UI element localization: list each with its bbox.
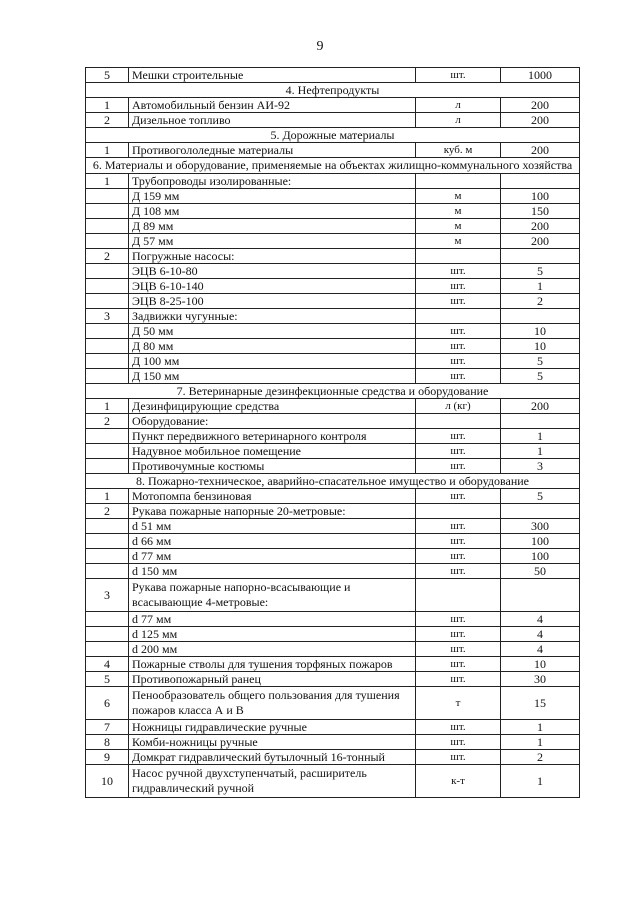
item-name: d 77 мм xyxy=(129,612,416,627)
row-number xyxy=(86,219,129,234)
item-name: d 51 мм xyxy=(129,519,416,534)
row-number xyxy=(86,627,129,642)
quantity-cell: 2 xyxy=(501,294,580,309)
table-row xyxy=(86,294,580,309)
quantity-cell: 200 xyxy=(501,113,580,128)
table-row xyxy=(86,519,580,534)
item-name: Рукава пожарные напорно-всасывающие и всасывающие 4-метровые: xyxy=(129,579,416,612)
inventory-table xyxy=(85,67,580,798)
table-row xyxy=(86,309,580,324)
section-header-row xyxy=(86,128,580,143)
item-name: Оборудование: xyxy=(129,414,416,429)
table-row xyxy=(86,189,580,204)
row-number: 1 xyxy=(86,98,129,113)
item-name: Д 57 мм xyxy=(129,234,416,249)
unit-cell: шт. xyxy=(416,339,501,354)
section-header-row xyxy=(86,474,580,489)
table-row xyxy=(86,249,580,264)
item-name: Пункт передвижного ветеринарного контроля xyxy=(129,429,416,444)
row-number xyxy=(86,369,129,384)
item-name: ЭЦВ 8-25-100 xyxy=(129,294,416,309)
table-row xyxy=(86,279,580,294)
quantity-cell: 5 xyxy=(501,369,580,384)
unit-cell: к-т xyxy=(416,765,501,798)
item-name: Д 89 мм xyxy=(129,219,416,234)
unit-cell xyxy=(416,309,501,324)
item-name: Д 100 мм xyxy=(129,354,416,369)
item-name: Ножницы гидравлические ручные xyxy=(129,720,416,735)
unit-cell xyxy=(416,414,501,429)
quantity-cell: 2 xyxy=(501,750,580,765)
unit-cell: шт. xyxy=(416,612,501,627)
section-header-row xyxy=(86,158,580,174)
table-row xyxy=(86,204,580,219)
table-row xyxy=(86,354,580,369)
table-row xyxy=(86,720,580,735)
unit-cell: шт. xyxy=(416,519,501,534)
table-row xyxy=(86,98,580,113)
quantity-cell xyxy=(501,414,580,429)
row-number: 8 xyxy=(86,735,129,750)
table-row xyxy=(86,399,580,414)
quantity-cell xyxy=(501,249,580,264)
unit-cell xyxy=(416,504,501,519)
unit-cell xyxy=(416,249,501,264)
row-number: 3 xyxy=(86,309,129,324)
unit-cell: шт. xyxy=(416,459,501,474)
quantity-cell: 1 xyxy=(501,720,580,735)
table-row xyxy=(86,489,580,504)
page-number: 9 xyxy=(316,39,324,54)
item-name: Д 159 мм xyxy=(129,189,416,204)
table-row xyxy=(86,369,580,384)
table-row xyxy=(86,642,580,657)
row-number: 2 xyxy=(86,414,129,429)
section-title: 7. Ветеринарные дезинфекционные средства и оборудование xyxy=(86,384,580,399)
row-number xyxy=(86,234,129,249)
row-number: 4 xyxy=(86,657,129,672)
item-name: Трубопроводы изолированные: xyxy=(129,174,416,189)
item-name: Надувное мобильное помещение xyxy=(129,444,416,459)
unit-cell: шт. xyxy=(416,672,501,687)
quantity-cell xyxy=(501,174,580,189)
row-number xyxy=(86,564,129,579)
quantity-cell: 30 xyxy=(501,672,580,687)
table-row xyxy=(86,735,580,750)
section-title: 8. Пожарно-техническое, аварийно-спасательное имущество и оборудование xyxy=(86,474,580,489)
unit-cell: шт. xyxy=(416,657,501,672)
section-title: 5. Дорожные материалы xyxy=(86,128,580,143)
row-number: 2 xyxy=(86,504,129,519)
unit-cell xyxy=(416,579,501,612)
item-name: Рукава пожарные напорные 20-метровые: xyxy=(129,504,416,519)
item-name: d 150 мм xyxy=(129,564,416,579)
table-row xyxy=(86,174,580,189)
quantity-cell: 4 xyxy=(501,627,580,642)
item-name: Автомобильный бензин АИ-92 xyxy=(129,98,416,113)
item-name: Домкрат гидравлический бутылочный 16-тонный xyxy=(129,750,416,765)
unit-cell: шт. xyxy=(416,534,501,549)
unit-cell: шт. xyxy=(416,444,501,459)
row-number xyxy=(86,612,129,627)
table-row xyxy=(86,765,580,798)
unit-cell: шт. xyxy=(416,429,501,444)
section-title: 4. Нефтепродукты xyxy=(86,83,580,98)
unit-cell: шт. xyxy=(416,549,501,564)
row-number: 1 xyxy=(86,174,129,189)
row-number: 5 xyxy=(86,68,129,83)
unit-cell: шт. xyxy=(416,750,501,765)
row-number xyxy=(86,204,129,219)
unit-cell: л xyxy=(416,98,501,113)
table-row xyxy=(86,672,580,687)
unit-cell: шт. xyxy=(416,642,501,657)
table-row xyxy=(86,549,580,564)
row-number: 5 xyxy=(86,672,129,687)
item-name: ЭЦВ 6-10-80 xyxy=(129,264,416,279)
item-name: Комби-ножницы ручные xyxy=(129,735,416,750)
quantity-cell xyxy=(501,309,580,324)
unit-cell: шт. xyxy=(416,735,501,750)
table-row xyxy=(86,444,580,459)
unit-cell: шт. xyxy=(416,720,501,735)
item-name: Д 108 мм xyxy=(129,204,416,219)
table-row xyxy=(86,429,580,444)
row-number: 1 xyxy=(86,489,129,504)
row-number xyxy=(86,429,129,444)
row-number: 9 xyxy=(86,750,129,765)
quantity-cell: 1 xyxy=(501,444,580,459)
item-name: Д 50 мм xyxy=(129,324,416,339)
quantity-cell: 4 xyxy=(501,642,580,657)
item-name: Насос ручной двухступенчатый, расширитель гидравлический ручной xyxy=(129,765,416,798)
table-row xyxy=(86,657,580,672)
unit-cell: шт. xyxy=(416,68,501,83)
row-number xyxy=(86,519,129,534)
item-name: Погружные насосы: xyxy=(129,249,416,264)
item-name: Мотопомпа бензиновая xyxy=(129,489,416,504)
row-number: 7 xyxy=(86,720,129,735)
item-name: Дизельное топливо xyxy=(129,113,416,128)
row-number xyxy=(86,354,129,369)
unit-cell xyxy=(416,174,501,189)
table-row xyxy=(86,564,580,579)
item-name: Противогололедные материалы xyxy=(129,143,416,158)
table-row xyxy=(86,687,580,720)
table-row xyxy=(86,143,580,158)
item-name: d 125 мм xyxy=(129,627,416,642)
quantity-cell: 200 xyxy=(501,399,580,414)
quantity-cell: 5 xyxy=(501,354,580,369)
quantity-cell: 10 xyxy=(501,339,580,354)
item-name: d 77 мм xyxy=(129,549,416,564)
row-number xyxy=(86,339,129,354)
unit-cell: шт. xyxy=(416,279,501,294)
quantity-cell: 100 xyxy=(501,549,580,564)
quantity-cell: 3 xyxy=(501,459,580,474)
quantity-cell: 4 xyxy=(501,612,580,627)
table-row xyxy=(86,504,580,519)
quantity-cell: 200 xyxy=(501,234,580,249)
item-name: Пожарные стволы для тушения торфяных пожаров xyxy=(129,657,416,672)
unit-cell: м xyxy=(416,234,501,249)
item-name: Мешки строительные xyxy=(129,68,416,83)
unit-cell: м xyxy=(416,189,501,204)
table-row xyxy=(86,627,580,642)
quantity-cell: 5 xyxy=(501,489,580,504)
quantity-cell: 1 xyxy=(501,429,580,444)
row-number xyxy=(86,444,129,459)
quantity-cell: 15 xyxy=(501,687,580,720)
row-number xyxy=(86,324,129,339)
table-row xyxy=(86,339,580,354)
quantity-cell: 1000 xyxy=(501,68,580,83)
quantity-cell: 150 xyxy=(501,204,580,219)
quantity-cell: 10 xyxy=(501,324,580,339)
quantity-cell: 50 xyxy=(501,564,580,579)
row-number: 6 xyxy=(86,687,129,720)
row-number xyxy=(86,459,129,474)
unit-cell: л xyxy=(416,113,501,128)
item-name: Дезинфицирующие средства xyxy=(129,399,416,414)
item-name: ЭЦВ 6-10-140 xyxy=(129,279,416,294)
unit-cell: куб. м xyxy=(416,143,501,158)
row-number xyxy=(86,549,129,564)
unit-cell: м xyxy=(416,219,501,234)
item-name: Д 80 мм xyxy=(129,339,416,354)
row-number xyxy=(86,264,129,279)
row-number: 10 xyxy=(86,765,129,798)
quantity-cell: 1 xyxy=(501,279,580,294)
quantity-cell: 1 xyxy=(501,735,580,750)
quantity-cell: 1 xyxy=(501,765,580,798)
row-number xyxy=(86,279,129,294)
quantity-cell xyxy=(501,504,580,519)
item-name: Противопожарный ранец xyxy=(129,672,416,687)
row-number xyxy=(86,642,129,657)
section-header-row xyxy=(86,83,580,98)
unit-cell: шт. xyxy=(416,627,501,642)
row-number: 2 xyxy=(86,249,129,264)
item-name: Пенообразователь общего пользования для тушения пожаров класса А и В xyxy=(129,687,416,720)
unit-cell: шт. xyxy=(416,489,501,504)
unit-cell: шт. xyxy=(416,369,501,384)
table-row xyxy=(86,414,580,429)
table-row xyxy=(86,113,580,128)
item-name: d 66 мм xyxy=(129,534,416,549)
unit-cell: шт. xyxy=(416,264,501,279)
row-number xyxy=(86,189,129,204)
unit-cell: шт. xyxy=(416,564,501,579)
quantity-cell xyxy=(501,579,580,612)
unit-cell: л (кг) xyxy=(416,399,501,414)
quantity-cell: 200 xyxy=(501,143,580,158)
quantity-cell: 5 xyxy=(501,264,580,279)
unit-cell: м xyxy=(416,204,501,219)
row-number: 3 xyxy=(86,579,129,612)
table-row xyxy=(86,534,580,549)
quantity-cell: 100 xyxy=(501,189,580,204)
row-number xyxy=(86,534,129,549)
row-number: 1 xyxy=(86,143,129,158)
table-row xyxy=(86,324,580,339)
row-number xyxy=(86,294,129,309)
table-row xyxy=(86,234,580,249)
table-row xyxy=(86,264,580,279)
table-row xyxy=(86,612,580,627)
table-row xyxy=(86,219,580,234)
section-header-row xyxy=(86,384,580,399)
row-number: 1 xyxy=(86,399,129,414)
item-name: d 200 мм xyxy=(129,642,416,657)
quantity-cell: 10 xyxy=(501,657,580,672)
quantity-cell: 200 xyxy=(501,219,580,234)
table-row xyxy=(86,750,580,765)
row-number: 2 xyxy=(86,113,129,128)
unit-cell: шт. xyxy=(416,324,501,339)
unit-cell: шт. xyxy=(416,294,501,309)
section-title: 6. Материалы и оборудование, применяемые на объектах жилищно-коммунального хозяйства xyxy=(86,158,580,174)
quantity-cell: 300 xyxy=(501,519,580,534)
item-name: Противочумные костюмы xyxy=(129,459,416,474)
quantity-cell: 200 xyxy=(501,98,580,113)
item-name: Д 150 мм xyxy=(129,369,416,384)
unit-cell: т xyxy=(416,687,501,720)
unit-cell: шт. xyxy=(416,354,501,369)
table-row xyxy=(86,579,580,612)
quantity-cell: 100 xyxy=(501,534,580,549)
item-name: Задвижки чугунные: xyxy=(129,309,416,324)
table-row xyxy=(86,459,580,474)
inventory-table-body xyxy=(86,68,580,798)
table-row xyxy=(86,68,580,83)
